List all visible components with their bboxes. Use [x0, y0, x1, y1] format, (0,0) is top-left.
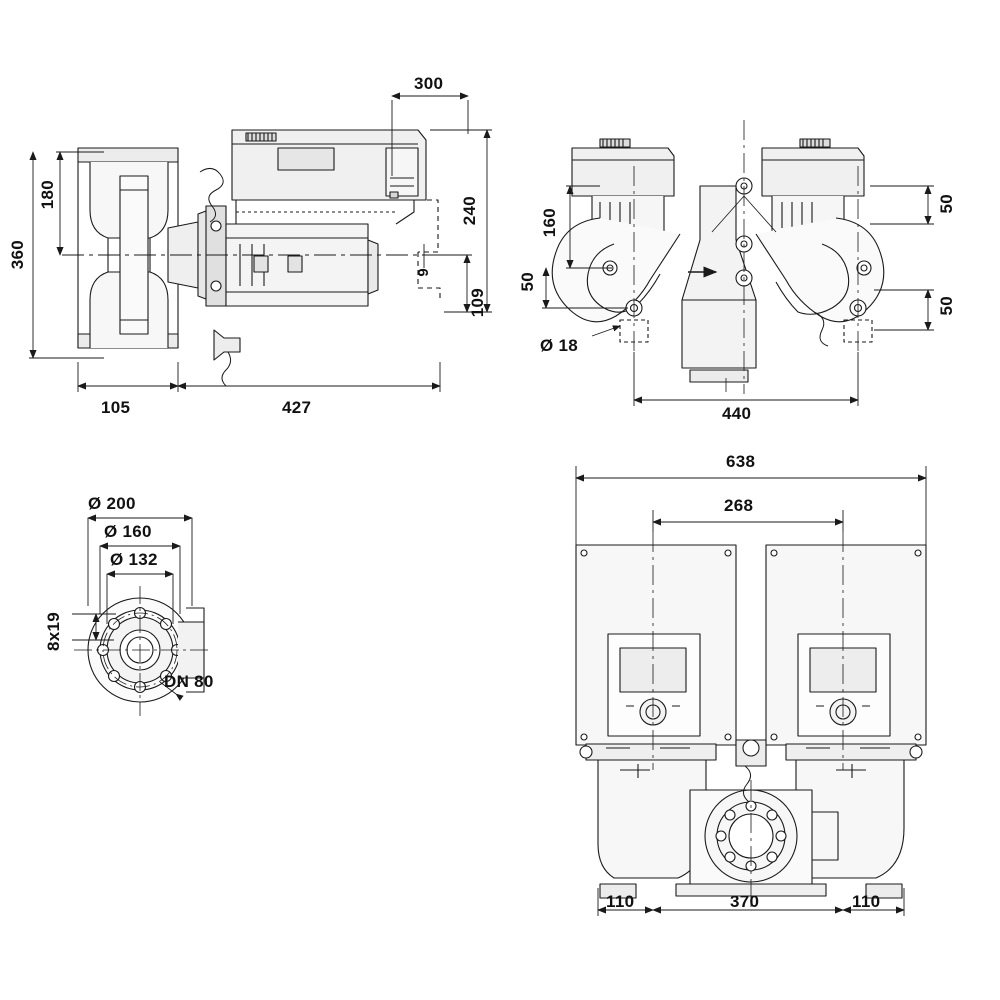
- dim-top-50-a: 50: [937, 194, 956, 214]
- dim-top-160: 160: [540, 208, 559, 238]
- dim-110-left: 110: [606, 892, 635, 911]
- dim-diameter-200: Ø 200: [88, 494, 136, 513]
- dim-360: 360: [8, 240, 27, 270]
- dim-180: 180: [38, 180, 57, 210]
- dim-240: 240: [460, 196, 479, 226]
- dim-diameter-160: Ø 160: [104, 522, 152, 541]
- dim-427: 427: [282, 398, 312, 417]
- dim-top-50-c: 50: [937, 296, 956, 316]
- flange-detail-geometry: [74, 586, 212, 716]
- dim-9: 9: [415, 268, 432, 277]
- side-elevation-geometry: [62, 130, 448, 386]
- dim-diameter-132: Ø 132: [110, 550, 158, 569]
- dim-638: 638: [726, 452, 756, 471]
- dim-440: 440: [722, 404, 752, 423]
- top-plan-geometry: [552, 120, 884, 394]
- dim-268: 268: [724, 496, 754, 515]
- dim-8x19: 8x19: [44, 612, 63, 652]
- dim-300: 300: [414, 74, 444, 93]
- dim-105: 105: [101, 398, 131, 417]
- dim-diameter-18: Ø 18: [540, 336, 579, 355]
- dim-109: 109: [468, 288, 487, 318]
- dim-top-50-b: 50: [518, 272, 537, 292]
- front-elevation-geometry: [576, 532, 926, 912]
- dim-110-right: 110: [852, 892, 881, 911]
- dim-370: 370: [730, 892, 760, 911]
- dim-dn-80: DN 80: [164, 672, 214, 691]
